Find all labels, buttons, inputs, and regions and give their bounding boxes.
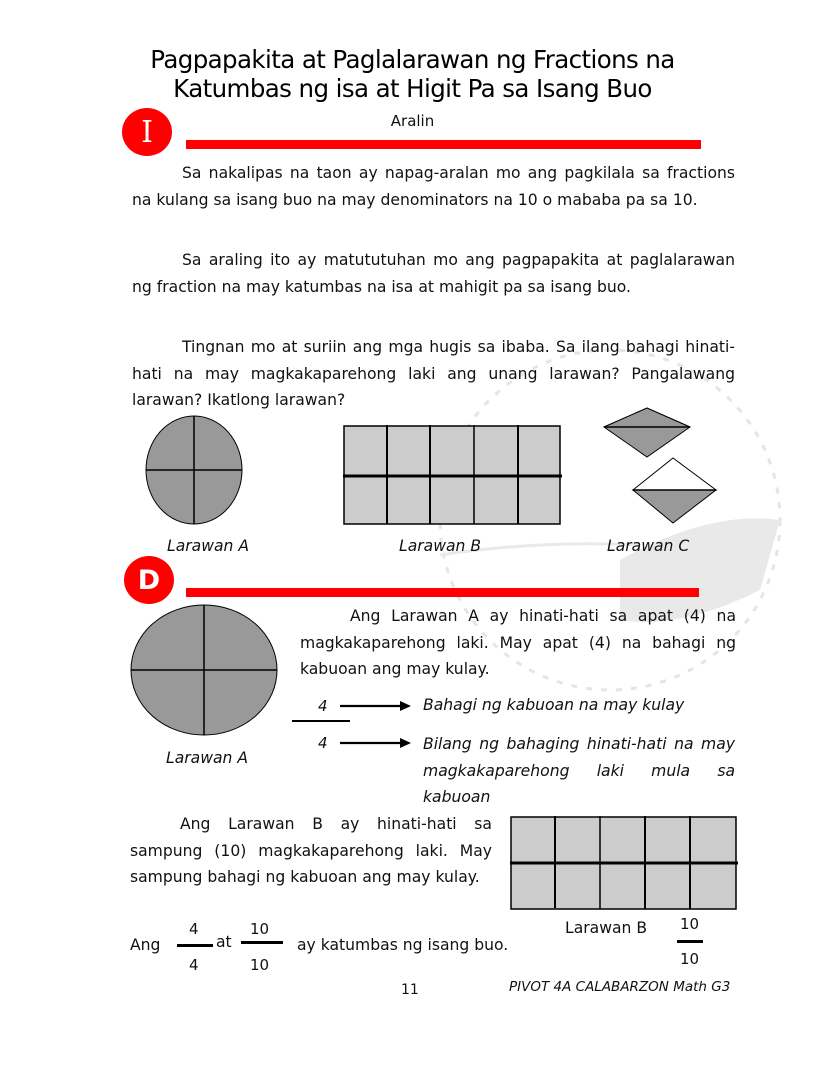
discussion-figure-b-caption: Larawan B <box>565 919 648 937</box>
discussion-paragraph-a: Ang Larawan A ay hinati-hati sa apat (4) na magkakaparehong laki. May apat (4) na bahagi ng kabuoan ang may kulay. <box>300 607 736 678</box>
conclusion-prefix: Ang <box>130 936 161 954</box>
conclusion-frac2-numerator: 10 <box>250 920 270 938</box>
section-badge-d: D <box>124 556 174 604</box>
figure-b-rectangle <box>343 425 563 527</box>
footer-source: PIVOT 4A CALABARZON Math G3 <box>509 979 731 995</box>
section-subtitle: Aralin <box>390 112 435 130</box>
figure-c-caption: Larawan C <box>607 537 690 555</box>
conclusion-joiner: at <box>216 933 232 951</box>
conclusion-frac2-denominator: 10 <box>250 956 270 974</box>
section-divider-i <box>186 140 701 149</box>
section-divider-d <box>186 588 699 597</box>
numerator-label: Bahagi ng kabuoan na may kulay <box>423 696 685 714</box>
page-title-line-2: Katumbas ng isa at Higit Pa sa Isang Buo <box>173 74 652 103</box>
conclusion-suffix: ay katumbas ng isang buo. <box>297 936 509 954</box>
intro-paragraph-1: Sa nakalipas na taon ay napag-aralan mo ang pagkilala sa fractions na kulang sa isang buo na may denominators na 10 o mababa pa sa 10. <box>132 164 735 209</box>
denominator-label: Bilang ng bahaging hinati-hati na may magkakaparehong laki mula sa kabuoan <box>423 735 735 806</box>
fraction-bar <box>292 720 350 722</box>
conclusion-frac2-bar <box>241 941 283 944</box>
discussion-paragraph-b: Ang Larawan B ay hinati-hati sa sampung (10) magkakaparehong laki. May sampung bahagi ng kabuoan ang may kulay. <box>130 815 492 886</box>
conclusion-frac1-denominator: 4 <box>189 956 199 974</box>
discussion-figure-a-caption: Larawan A <box>166 749 249 767</box>
discussion-figure-a-circle <box>130 600 280 740</box>
intro-paragraph-3: Tingnan mo at suriin ang mga hugis sa ibaba. Sa ilang bahagi hinati-hati na may magkakaparehong laki ang unang larawan? Pangalawang larawan? Ikatlong larawan? <box>132 338 735 409</box>
figure-a-circle <box>145 415 245 525</box>
conclusion-frac1-bar <box>177 944 213 947</box>
section-badge-i: I <box>122 108 172 156</box>
denominator-arrow-icon <box>340 737 412 749</box>
numerator-arrow-icon <box>340 700 412 712</box>
figure-b-caption: Larawan B <box>399 537 482 555</box>
page-title-line-1: Pagpapakita at Paglalarawan ng Fractions na <box>150 45 675 74</box>
figure-b-fraction-denominator: 10 <box>680 950 700 968</box>
discussion-figure-b-rectangle <box>510 816 740 911</box>
figure-b-fraction-numerator: 10 <box>680 915 700 933</box>
figure-b-fraction-bar <box>677 940 703 943</box>
conclusion-frac1-numerator: 4 <box>189 920 199 938</box>
figure-c-diamonds <box>600 410 725 540</box>
fraction-numerator: 4 <box>318 697 328 715</box>
fraction-denominator: 4 <box>318 734 328 752</box>
figure-a-caption: Larawan A <box>167 537 250 555</box>
intro-paragraph-2: Sa araling ito ay matututuhan mo ang pagpapakita at paglalarawan ng fraction na may katumbas na isa at mahigit pa sa isang buo. <box>132 251 735 296</box>
page-number: 11 <box>401 982 419 998</box>
